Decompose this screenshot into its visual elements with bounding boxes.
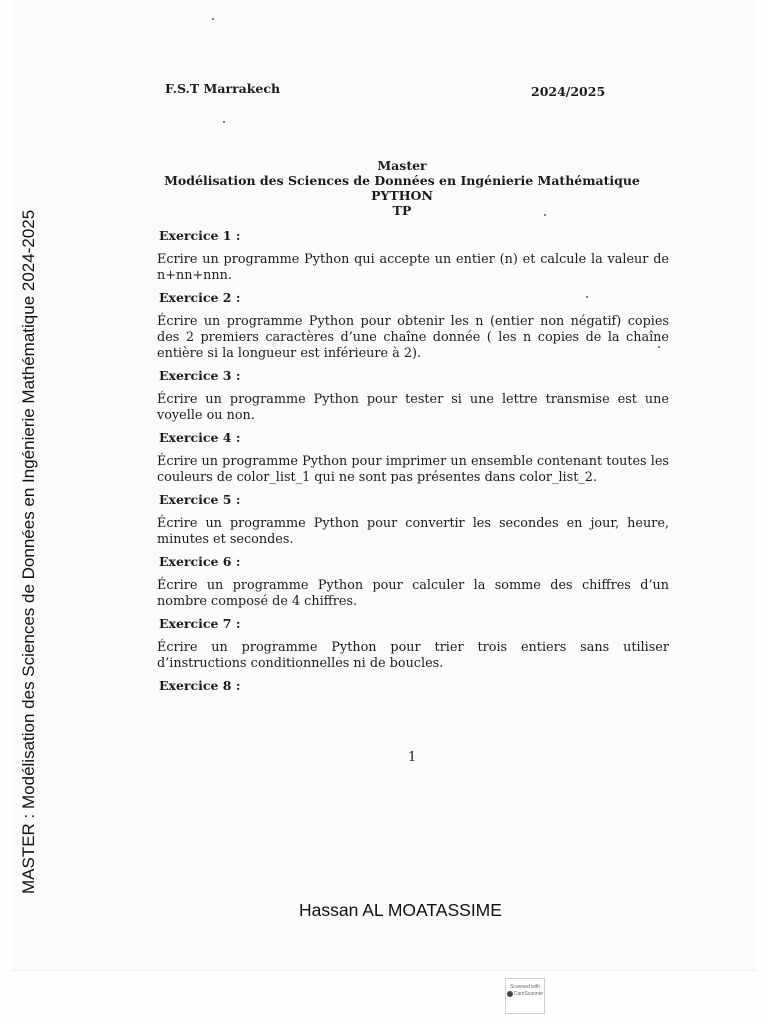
scan-speck — [223, 121, 225, 123]
page-number: 1 — [408, 750, 417, 765]
exercise-item — [157, 616, 669, 672]
exercise-title: Exercice 6 : — [159, 554, 241, 569]
scan-speck — [544, 214, 546, 216]
exercise-text: Ecrire un programme Python qui accepte un entier (n) et calcule la valeur de n+nn+nnn. — [157, 252, 669, 283]
scan-speck — [658, 346, 660, 348]
exercise-text: Écrire un programme Python pour calculer la somme des chiffres d’un nombre composé de 4 chiffres. — [157, 578, 669, 609]
exercise-text: Écrire un programme Python pour trier trois entiers sans utiliser d’instructions conditionnelles ni de boucles. — [157, 640, 669, 671]
title-course: PYTHON — [371, 188, 433, 203]
author-name: Hassan AL MOATASSIME — [299, 900, 502, 920]
camscanner-logo-icon — [507, 991, 513, 997]
exercise-title: Exercice 3 : — [159, 368, 241, 383]
title-program: Modélisation des Sciences de Données en Ingénierie Mathématique — [164, 173, 640, 188]
institution-name: F.S.T Marrakech — [165, 81, 281, 96]
academic-year: 2024/2025 — [531, 84, 606, 99]
scan-speck — [586, 296, 588, 298]
title-block — [150, 158, 654, 218]
exercise-title: Exercice 7 : — [159, 616, 241, 631]
exercise-title: Exercice 1 : — [159, 228, 241, 243]
exercise-title: Exercice 4 : — [159, 430, 241, 445]
scanner-stamp — [505, 978, 545, 1014]
exercise-item — [157, 290, 669, 362]
exercise-item — [157, 228, 669, 284]
side-watermark-text: MASTER : Modélisation des Sciences de Données en Ingénierie Mathématique 2024-2025 — [19, 209, 38, 894]
exercise-text: Écrire un programme Python pour obtenir les n (entier non négatif) copies des 2 premiers caractères d’une chaîne donnée ( les n copies de la chaîne entière si la longueur est inférieure à 2). — [157, 314, 669, 361]
exercise-text: Écrire un programme Python pour convertir les secondes en jour, heure, minutes et secondes. — [157, 516, 669, 547]
stamp-brand — [507, 991, 543, 997]
exercise-item — [157, 430, 669, 486]
exercise-item — [157, 368, 669, 424]
stamp-text-brand: CamScanner — [513, 991, 544, 998]
stamp-text-top: Scanned with — [509, 984, 541, 990]
title-master: Master — [377, 158, 427, 173]
exercise-item — [157, 678, 669, 693]
exercise-item — [157, 554, 669, 610]
exercise-list — [157, 228, 669, 702]
exercise-title: Exercice 2 : — [159, 290, 241, 305]
exercise-text: Écrire un programme Python pour tester si une lettre transmise est une voyelle ou non. — [157, 392, 669, 423]
exercise-title: Exercice 5 : — [159, 492, 241, 507]
exercise-title: Exercice 8 : — [159, 678, 241, 693]
exercise-text: Écrire un programme Python pour imprimer un ensemble contenant toutes les couleurs de color_list_1 qui ne sont pas présentes dans color_list_2. — [157, 454, 669, 485]
title-session-type: TP — [392, 203, 412, 218]
scan-speck — [212, 18, 214, 20]
exercise-item — [157, 492, 669, 548]
